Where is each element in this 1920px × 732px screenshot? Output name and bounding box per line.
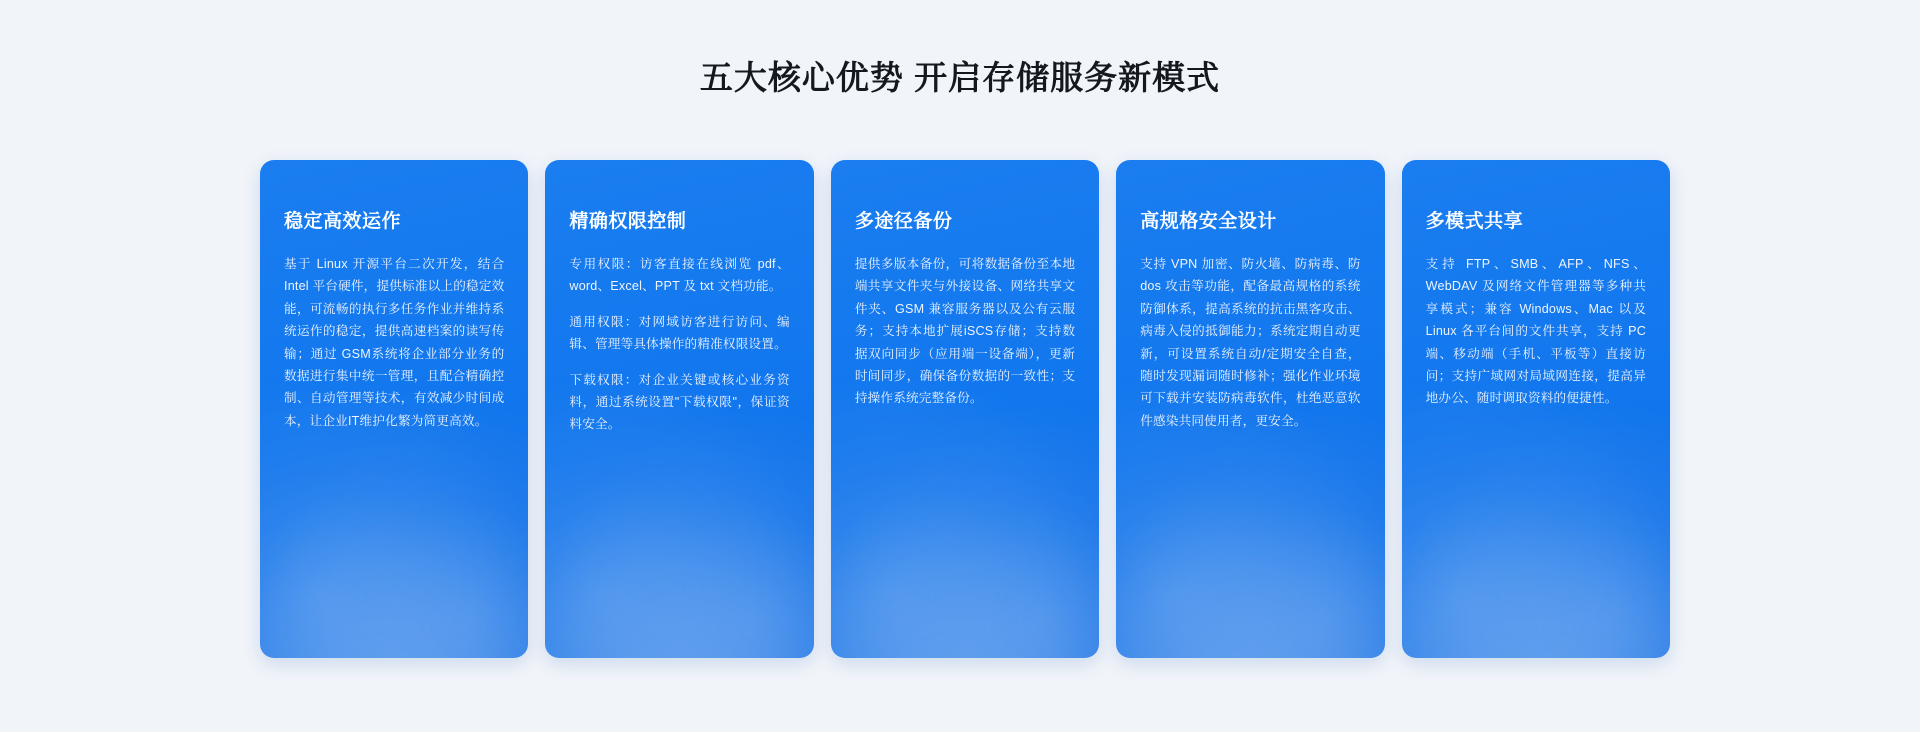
card-title: 精确权限控制 [569, 211, 687, 232]
page-title: 五大核心优势 开启存储服务新模式 [699, 59, 1221, 96]
card-paragraph: 支持 FTP、SMB、AFP、NFS、WebDAV 及网络文件管理器等多种共享模式；兼容 Windows、Mac 以及 Linux 各平台间的文件共享，支持 PC 端、移动端（手机、平板等）直接访问；支持广域网对局域网连接，提高异地办公、随时调取资料的便捷性。 [1425, 257, 1647, 406]
card-paragraph: 基于 Linux 开源平台二次开发，结合 Intel 平台硬件，提供标准以上的稳定效能，可流畅的执行多任务作业并维持系统运作的稳定，提供高速档案的读写传输；通过 GSM系统将企业部分业务的数据进行集中统一管理，且配合精确控制、自动管理等技术，有效减少时间成本，让企业IT维护化繁为简更高效。 [284, 257, 505, 428]
card-paragraph: 专用权限：访客直接在线浏览 pdf、word、Excel、PPT 及 txt 文档功能。 [569, 257, 790, 294]
advantage-card-backup[interactable] [831, 160, 1099, 658]
card-paragraph: 提供多版本备份，可将数据备份至本地端共享文件夹与外接设备、网络共享文件夹、GSM 兼容服务器以及公有云服务；支持本地扩展iSCS存储；支持数据双向同步（应用端一设备端），更新时间同步，确保备份数据的一致性；支持操作系统完整备份。 [854, 257, 1076, 406]
card-body [1426, 253, 1646, 410]
card-body [855, 253, 1075, 410]
card-title: 高规格安全设计 [1140, 211, 1277, 232]
card-body [569, 253, 789, 436]
card-paragraph: 下载权限：对企业关键或核心业务资料，通过系统设置"下载权限"，保证资料安全。 [569, 372, 790, 432]
card-body [284, 253, 504, 432]
advantage-card-list [260, 160, 1670, 658]
card-paragraph: 支持 VPN 加密、防火墙、防病毒、防 dos 攻击等功能，配备最高规格的系统防御体系，提高系统的抗击黑客攻击、病毒入侵的抵御能力；系统定期自动更新，可设置系统自动/定期安全自查，随时发现漏词随时修补；强化作业环境可下载并安装防病毒软件，杜绝恶意软件感染共同使用者，更安全。 [1140, 257, 1361, 428]
advantage-card-stability[interactable] [260, 160, 528, 658]
advantage-card-sharing[interactable] [1402, 160, 1670, 658]
card-title: 多途径备份 [854, 211, 953, 232]
advantage-card-permission[interactable] [545, 160, 813, 658]
card-body [1140, 253, 1360, 432]
card-paragraph: 通用权限：对网域访客进行访问、编辑、管理等具体操作的精准权限设置。 [569, 314, 790, 352]
advantage-card-security[interactable] [1116, 160, 1384, 658]
card-title: 稳定高效运作 [284, 211, 402, 232]
card-title: 多模式共享 [1425, 211, 1524, 232]
